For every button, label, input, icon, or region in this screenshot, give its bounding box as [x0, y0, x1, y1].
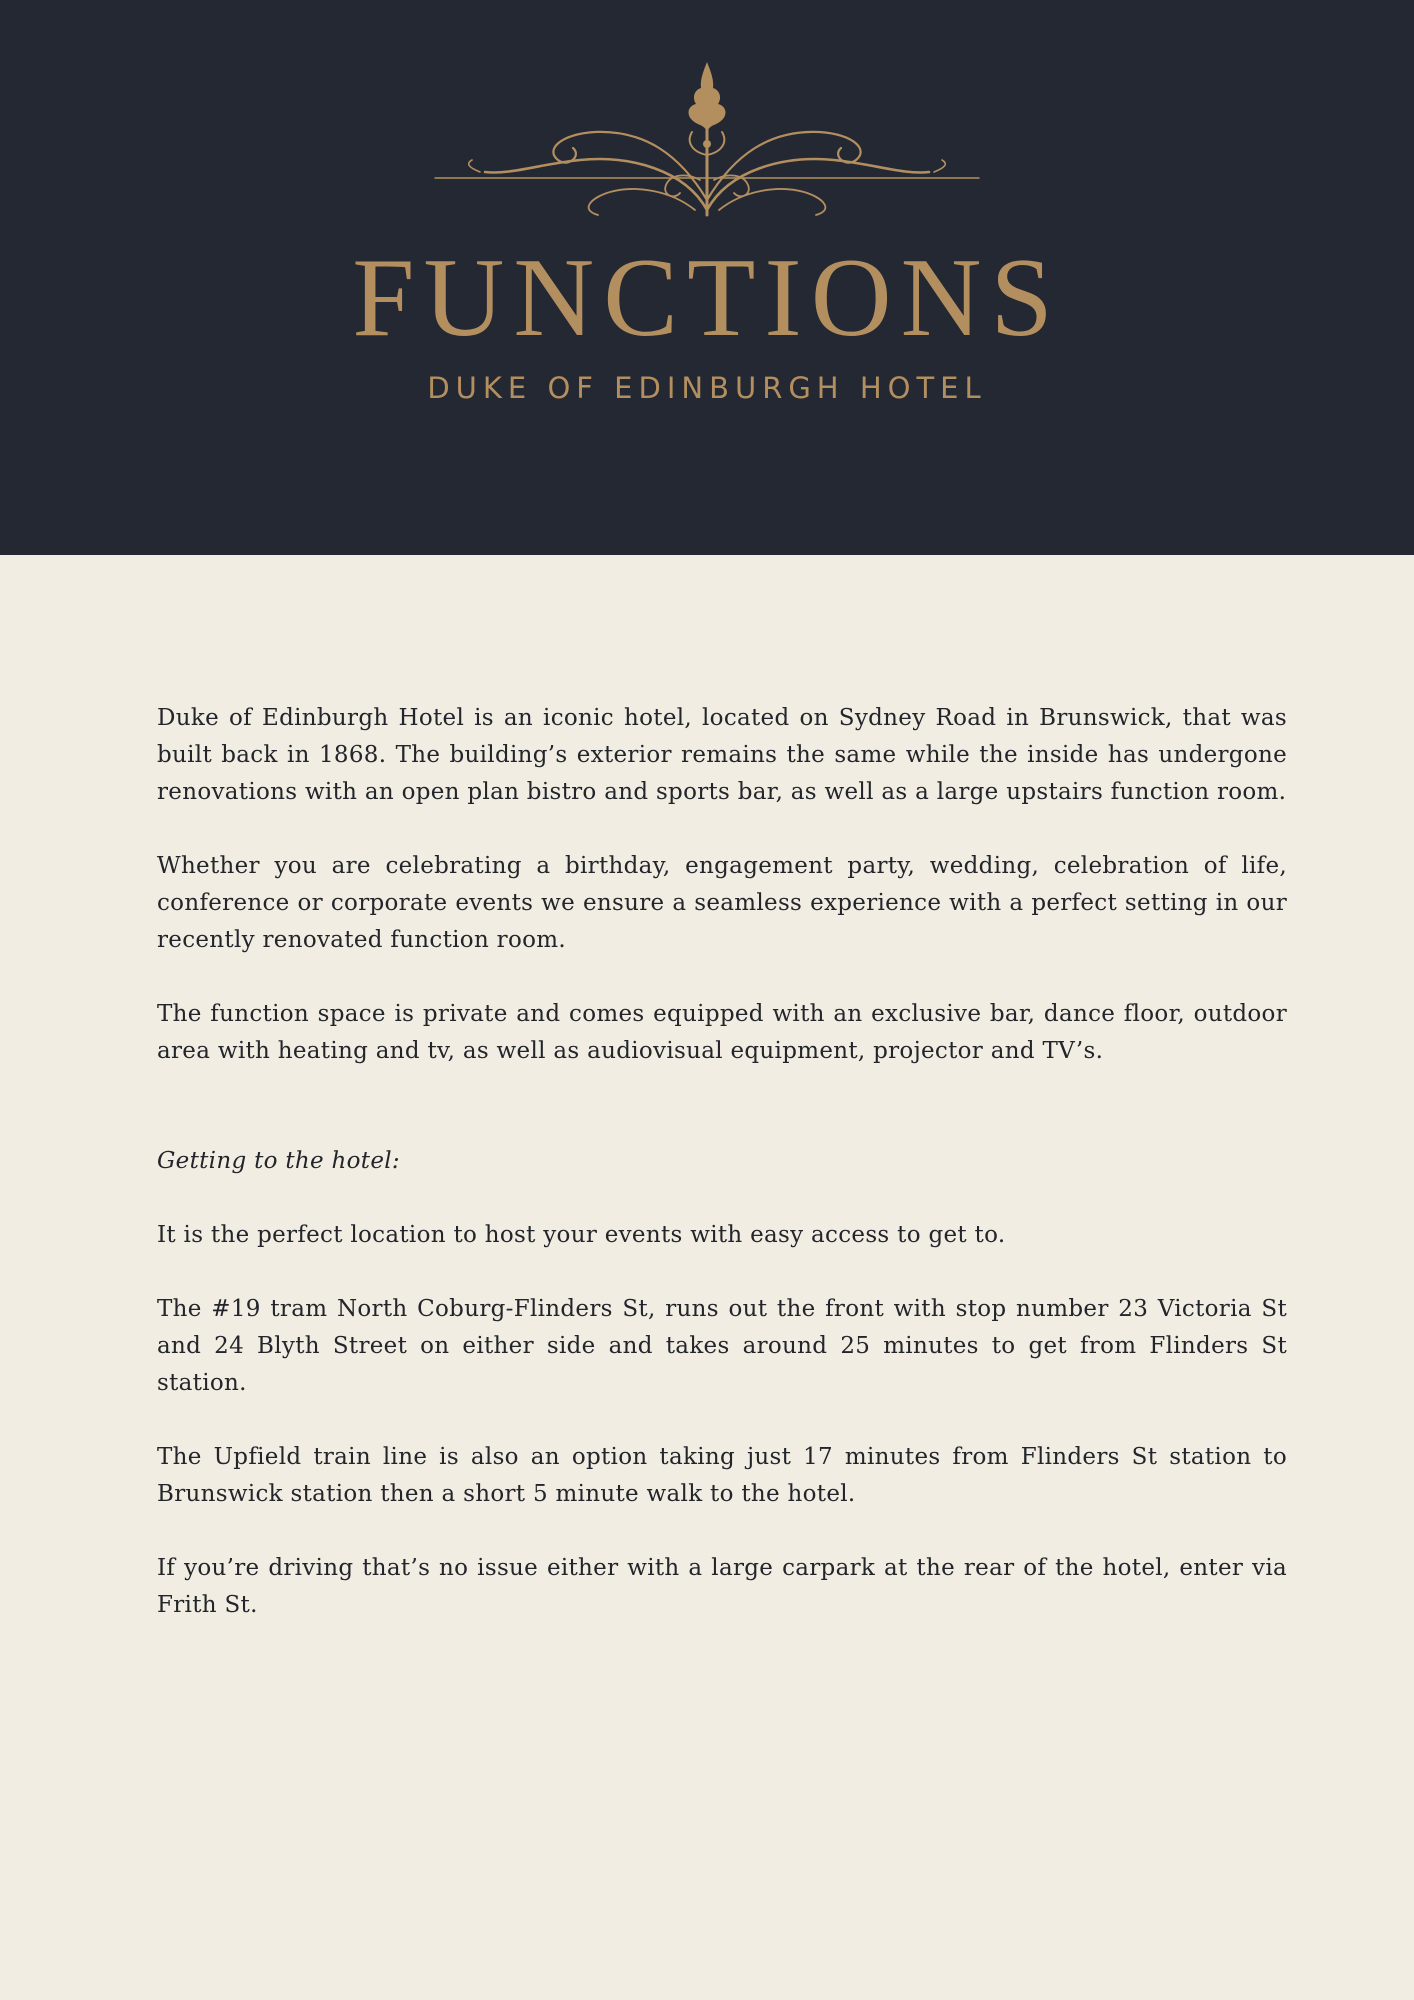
- directions-paragraph: It is the perfect location to host your events with easy access to get to.: [157, 1222, 1006, 1248]
- page-title: FUNCTIONS: [352, 236, 1062, 360]
- getting-to-hotel-heading: Getting to the hotel:: [157, 1148, 400, 1174]
- directions-paragraph: If you’re driving that’s no issue either with a large carpark at the rear of the hotel, enter via Frith St.: [157, 1555, 1287, 1618]
- header-banner: [0, 0, 1414, 555]
- intro-paragraph: Duke of Edinburgh Hotel is an iconic hotel, located on Sydney Road in Brunswick, that was built back in 1868. The building’s exterior remains the same while the inside has undergone renovations with an open plan bistro and sports bar, as well as a large upstairs function room.: [157, 705, 1287, 805]
- flourish-ornament-icon: [430, 60, 984, 225]
- directions-paragraph: The #19 tram North Coburg-Flinders St, runs out the front with stop number 23 Victoria St and 24 Blyth Street on either side and takes around 25 minutes to get from Flinders St station.: [157, 1296, 1287, 1396]
- body-content: [157, 700, 1287, 1661]
- hotel-name-subtitle: DUKE OF EDINBURGH HOTEL: [427, 371, 987, 405]
- intro-paragraph: Whether you are celebrating a birthday, engagement party, wedding, celebration of life, conference or corporate events we ensure a seamless experience with a perfect setting in our recently renovated function room.: [157, 853, 1287, 953]
- intro-paragraph: The function space is private and comes equipped with an exclusive bar, dance floor, outdoor area with heating and tv, as well as audiovisual equipment, projector and TV’s.: [157, 1001, 1287, 1064]
- directions-paragraph: The Upfield train line is also an option taking just 17 minutes from Flinders St station to Brunswick station then a short 5 minute walk to the hotel.: [157, 1444, 1287, 1507]
